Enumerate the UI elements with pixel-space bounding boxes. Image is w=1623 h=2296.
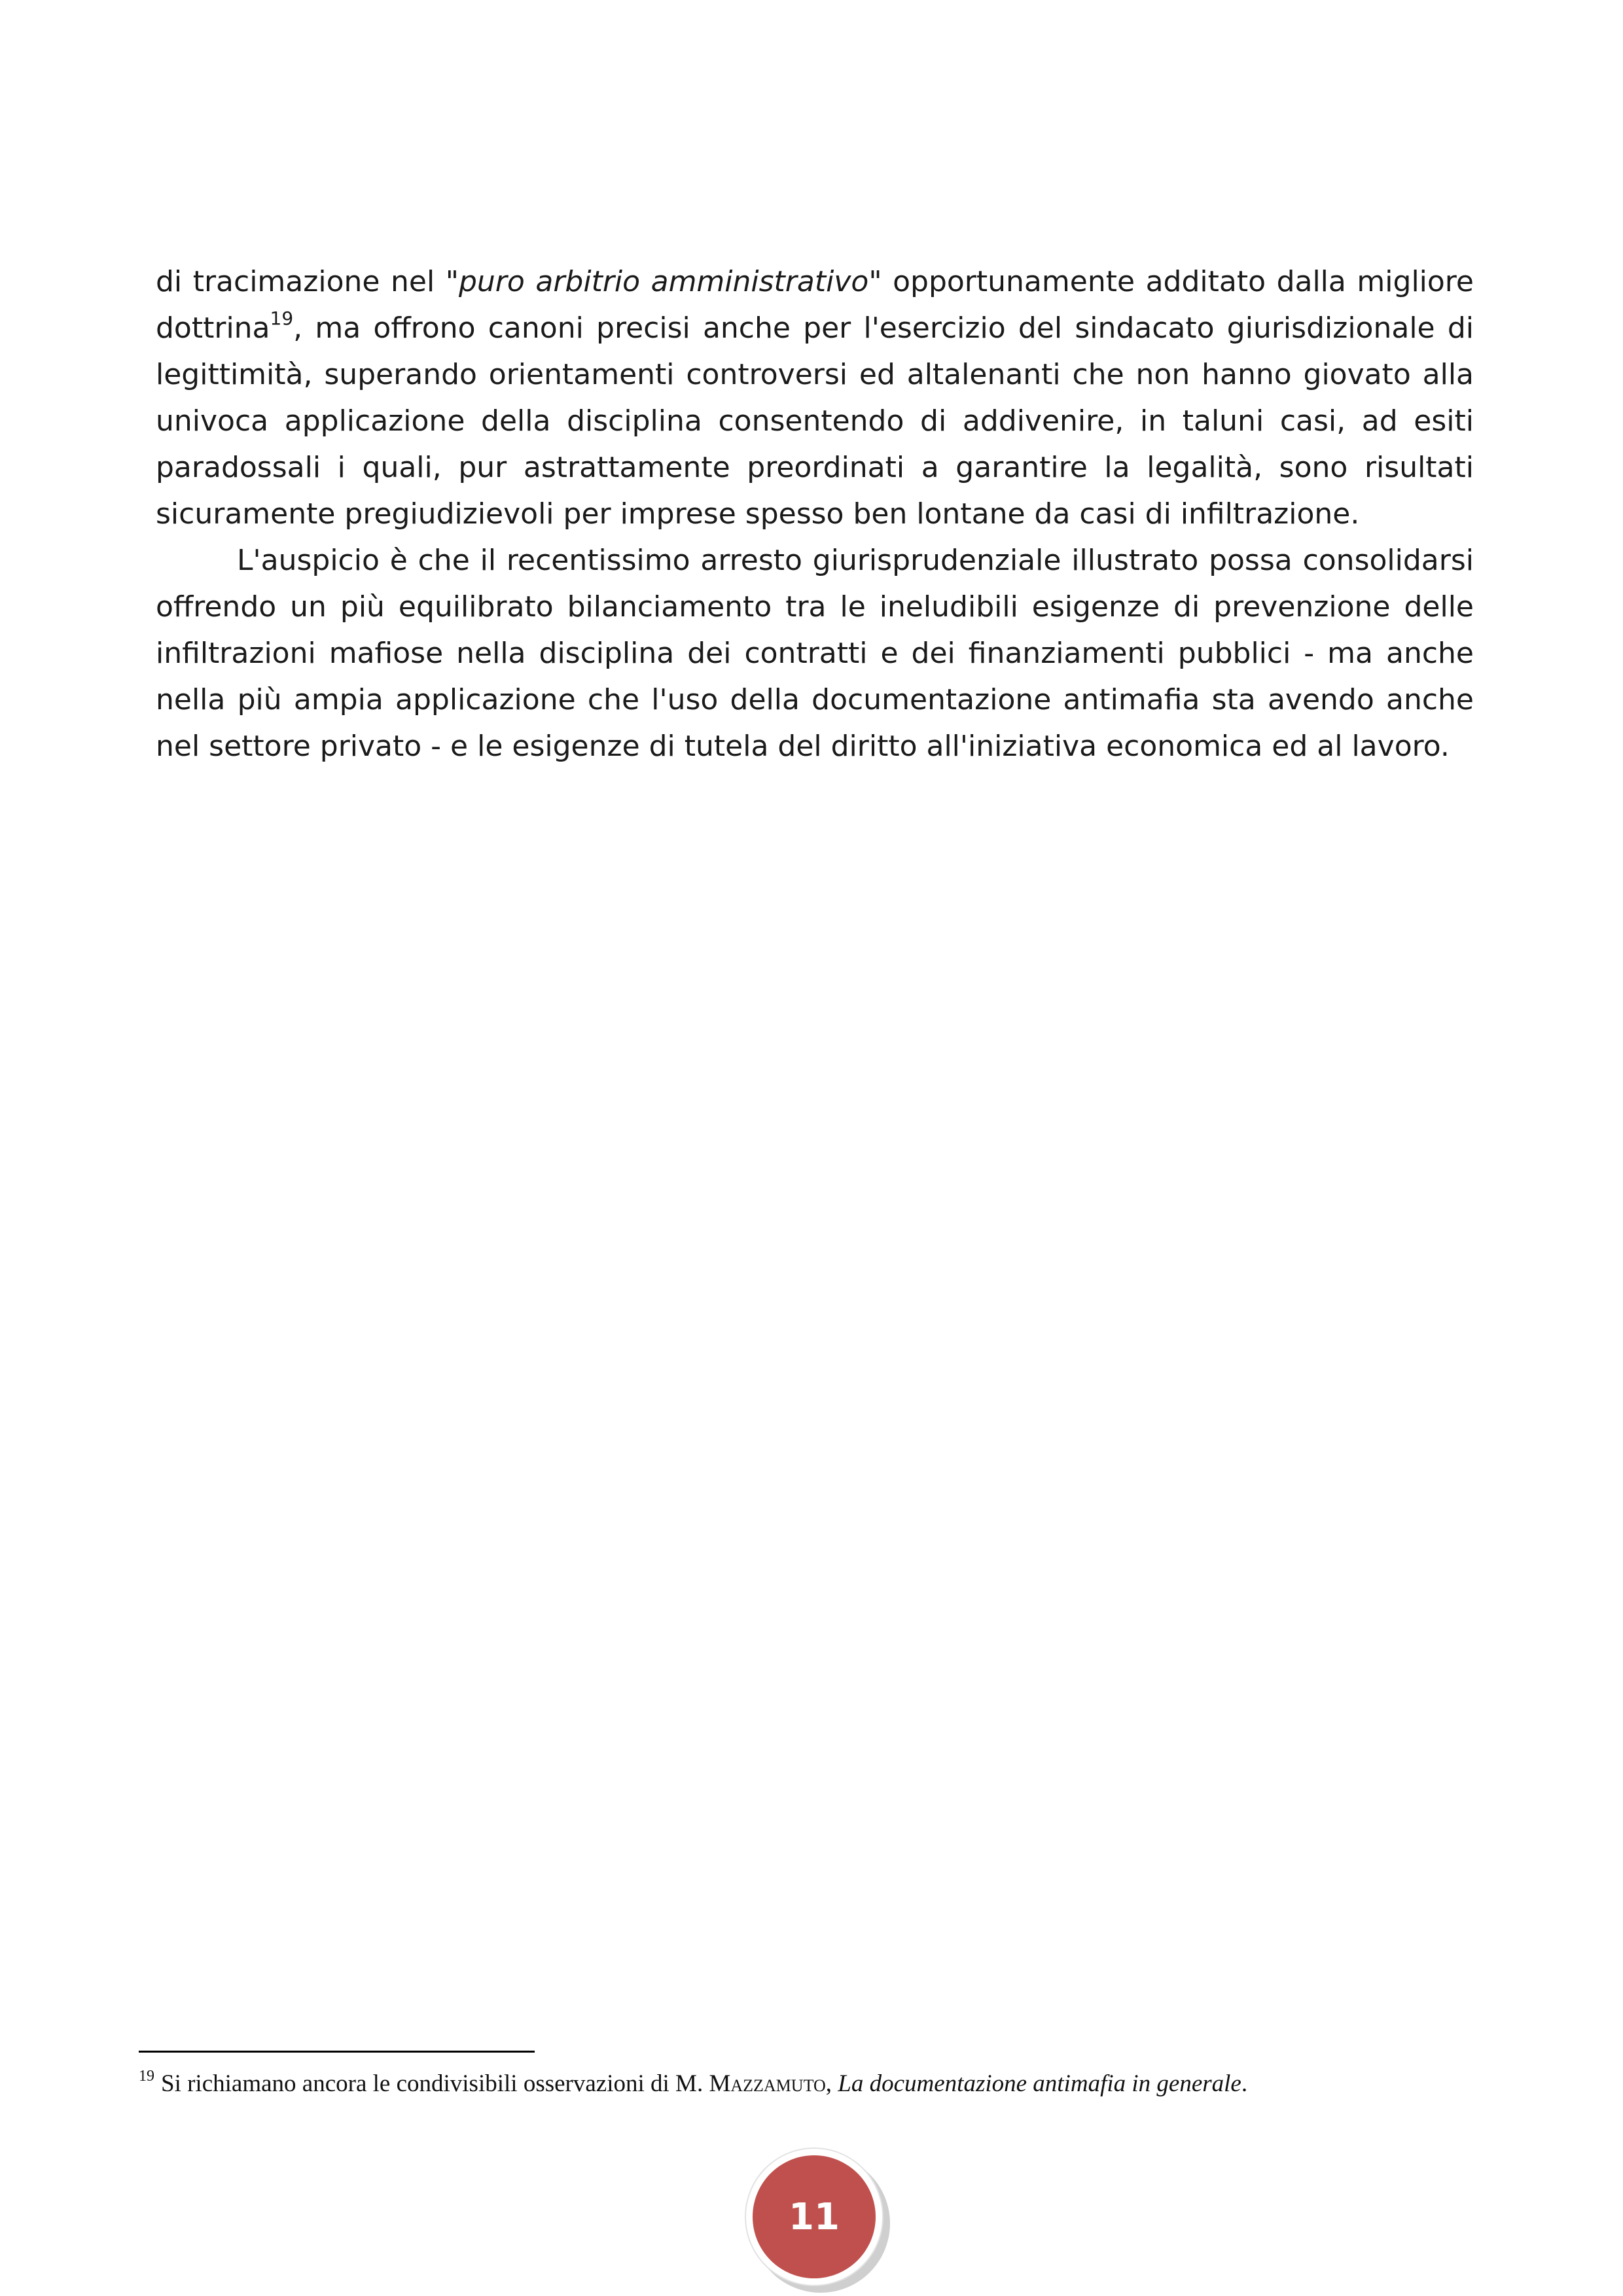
footnote-19 xyxy=(139,2068,1474,2100)
footnote-author: Mazzamuto xyxy=(709,2070,826,2097)
paragraph-1-text-end: , ma offrono canoni precisi anche per l'esercizio del sindacato giurisdizionale di legittimità, superando orientamenti controversi ed altalenanti che non hanno giovato alla univoca applicazione della disciplina consentendo di addivenire, in taluni casi, ad esiti paradossali i quali, pur astrattamente preordinati a garantire la legalità, sono risultati sicuramente pregiudizievoli per imprese spesso ben lontane da casi di infiltrazione. xyxy=(156,311,1474,531)
footnote-separator xyxy=(139,2051,535,2053)
page-number: 11 xyxy=(789,2195,840,2238)
body-text xyxy=(156,258,1474,769)
paragraph-1-italic-phrase: puro arbitrio amministrativo xyxy=(458,265,869,298)
footnote-reference-19[interactable]: 19 xyxy=(270,308,294,329)
footnote-end: . xyxy=(1241,2070,1248,2097)
page-number-badge xyxy=(753,2155,876,2278)
footnote-text: Si richiamano ancora le condivisibili osservazioni di M. xyxy=(161,2070,709,2097)
paragraph-1-text: di tracimazione nel " xyxy=(156,265,459,298)
footnote-separator-text: , xyxy=(825,2070,838,2097)
footnote-number: 19 xyxy=(139,2068,154,2085)
paragraph-2: L'auspicio è che il recentissimo arresto giurisprudenziale illustrato possa consolidarsi offrendo un più equilibrato bilanciamento tra le ineludibili esigenze di prevenzione delle infiltrazioni mafiose nella disciplina dei contratti e dei finanziamenti pubblici - ma anche nella più ampia applicazione che l'uso della documentazione antimafia sta avendo anche nel settore privato - e le esigenze di tutela del diritto all'iniziativa economica ed al lavoro. xyxy=(156,544,1474,763)
paragraph-1 xyxy=(156,258,1474,537)
paragraph-1-text-cont: " opportunamente additato dalla migliore dottrina xyxy=(156,265,1474,345)
footnote-title: La documentazione antimafia in generale xyxy=(838,2070,1241,2097)
